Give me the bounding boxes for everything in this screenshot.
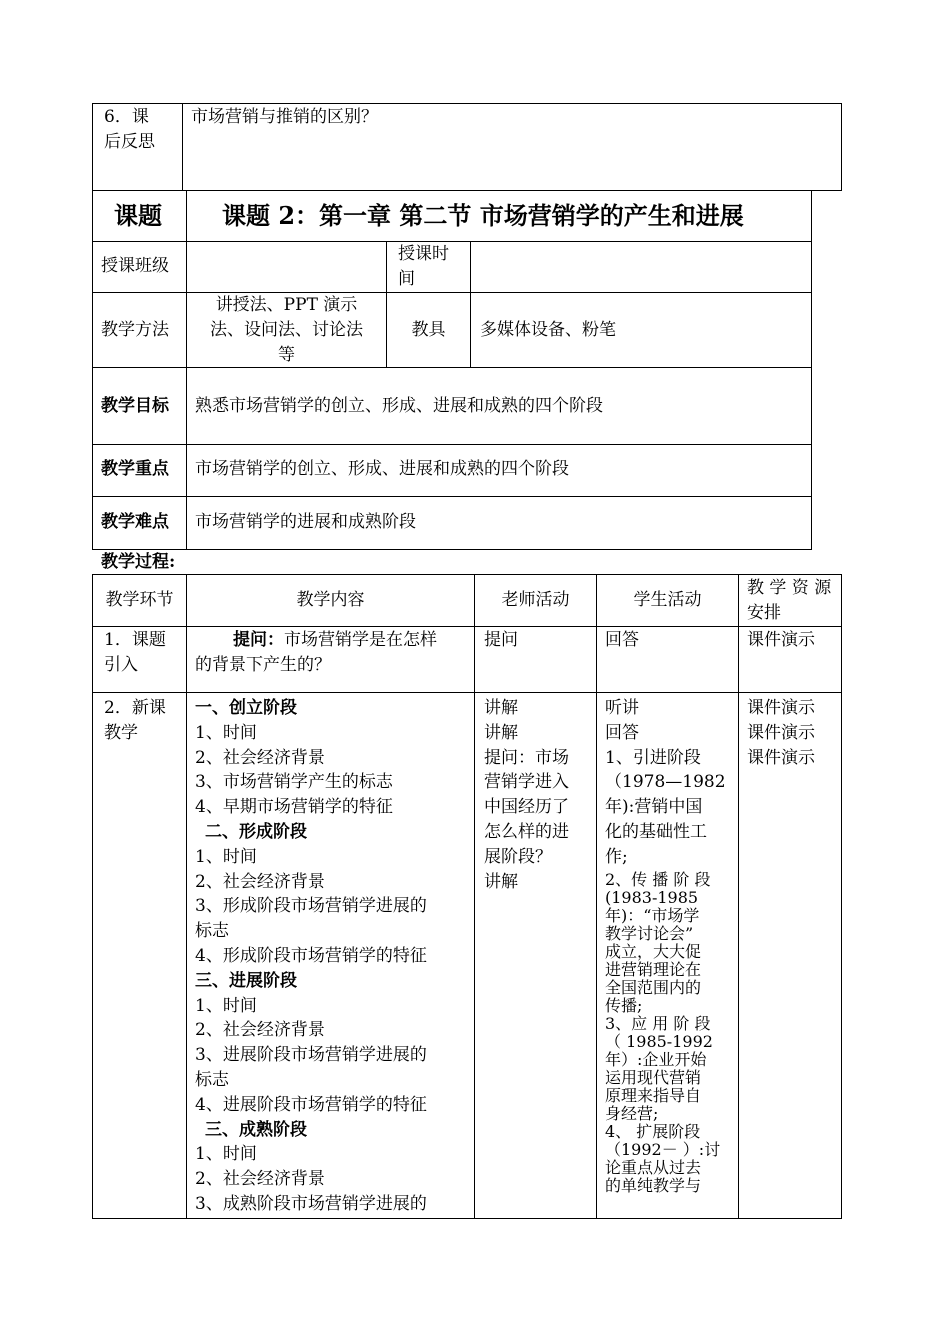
row1-stage-line2: 引入 [104, 655, 138, 675]
row2-content-line: 三、进展阶段 [195, 970, 297, 991]
topic-title: 课题 2：第一章 第二节 市场营销学的产生和进展 [222, 201, 744, 230]
row2-content-line: 2、社会经济背景 [195, 747, 325, 768]
row1-content-bold: 提问： [233, 630, 284, 650]
row2-student-line: 年):营销中国 [605, 797, 703, 818]
row2-content-line: 3、进展阶段市场营销学进展的 [195, 1045, 427, 1066]
row2-student-line: 2、传 播 阶 段 [605, 869, 711, 889]
method-label: 教学方法 [101, 320, 169, 340]
difficulty-label: 教学难点 [101, 512, 169, 532]
time-label [398, 242, 449, 292]
row2-student-line: 年)：“市场学 [605, 905, 700, 925]
method-line3: 等 [278, 345, 295, 365]
row1-stage-line1: 1．课题 [104, 630, 166, 650]
row2-content [195, 696, 471, 1217]
row2-student-line: 进营销理论在 [605, 959, 702, 979]
row2-student-line: 作; [605, 846, 628, 867]
row2-student-line: 成立，大大促 [605, 941, 702, 961]
header-resource-line2: 安排 [747, 603, 781, 623]
row2-content-line: 标志 [195, 921, 229, 942]
row2-content-line: 1、时间 [195, 846, 257, 867]
method-line1: 讲授法、PPT 演示 [215, 295, 358, 315]
row2-student-part-a [605, 696, 735, 870]
row2-content-line: 1、时间 [195, 722, 257, 743]
row1-content-line2: 的背景下产生的？ [195, 655, 331, 675]
method-line2: 法、设问法、讨论法 [210, 320, 363, 340]
header-content: 教学内容 [296, 590, 365, 610]
row1-content-rest: 市场营销学是在怎样 [284, 630, 437, 650]
row2-content-line: 1、时间 [195, 995, 257, 1016]
row2-student-line: 化的基础性工 [605, 821, 707, 842]
reflection-label-line2: 后反思 [104, 132, 155, 152]
row2-teacher-line: 讲解 [484, 871, 518, 892]
row2-student-line: (1983-1985 [605, 887, 699, 907]
row1-content-line1 [195, 628, 437, 653]
row2-teacher-line: 中国经历了 [484, 797, 569, 818]
row2-student-line: 回答 [605, 722, 639, 743]
key-label: 教学重点 [101, 459, 169, 479]
header-stage: 教学环节 [105, 590, 174, 610]
row2-student-line: 传播; [605, 995, 643, 1015]
row2-content-line: 3、成熟阶段市场营销学进展的 [195, 1193, 427, 1214]
row2-student-line: （1992－ ）:讨 [605, 1139, 721, 1159]
reflection-content: 市场营销与推销的区别？ [191, 107, 378, 127]
row2-content-line: 1、时间 [195, 1144, 257, 1165]
row1-student: 回答 [605, 630, 639, 650]
row2-student-line: 全国范围内的 [605, 977, 702, 997]
reflection-divider [182, 103, 183, 191]
row1-stage [104, 628, 166, 678]
row2-teacher-line: 营销学进入 [484, 772, 569, 793]
reflection-label-line1: 6．课 [104, 107, 149, 127]
topic-label: 课题 [114, 201, 162, 230]
row2-content-line: 三、成熟阶段 [205, 1119, 307, 1140]
row2-stage [104, 696, 166, 746]
goal-label: 教学目标 [101, 396, 169, 416]
row2-content-line: 2、社会经济背景 [195, 871, 325, 892]
row2-resource-line: 课件演示 [747, 722, 815, 743]
key-value: 市场营销学的创立、形成、进展和成熟的四个阶段 [195, 459, 569, 479]
row2-resource-line: 课件演示 [747, 747, 815, 768]
header-teacher: 老师活动 [501, 590, 570, 610]
row2-teacher [484, 696, 594, 894]
row2-student-line: 运用现代营销 [605, 1067, 702, 1087]
row2-stage-line1: 2．新课 [104, 698, 166, 718]
row2-student-line: 原理来指导自 [605, 1085, 702, 1105]
row2-student-line: 的单纯教学与 [605, 1175, 702, 1195]
row2-content-line: 2、社会经济背景 [195, 1020, 325, 1041]
row2-teacher-line: 讲解 [484, 722, 518, 743]
row2-teacher-line: 提问：市场 [484, 747, 569, 768]
row2-student-line: 1、引进阶段 [605, 747, 701, 768]
row2-student [605, 696, 735, 1195]
row2-content-line: 一、创立阶段 [195, 698, 297, 718]
row2-content-line: 标志 [195, 1069, 229, 1090]
tools-value: 多媒体设备、粉笔 [480, 320, 616, 340]
header-student: 学生活动 [633, 590, 702, 610]
row2-student-line: 4、 扩展阶段 [605, 1121, 701, 1141]
process-heading: 教学过程: [101, 552, 176, 572]
difficulty-value: 市场营销学的进展和成熟阶段 [195, 512, 416, 532]
row1-resource: 课件演示 [747, 630, 815, 650]
row2-content-line: 4、进展阶段市场营销学的特征 [195, 1094, 427, 1115]
row1-content [195, 628, 437, 678]
row1-teacher: 提问 [484, 630, 518, 650]
row2-stage-line2: 教学 [104, 723, 138, 743]
class-label: 授课班级 [101, 256, 169, 276]
row2-content-line: 二、形成阶段 [205, 821, 307, 842]
row2-content-line: 4、形成阶段市场营销学的特征 [195, 945, 427, 966]
time-label-line2: 间 [398, 269, 415, 289]
row2-content-line: 2、社会经济背景 [195, 1169, 325, 1190]
row2-teacher-line: 展阶段？ [484, 846, 552, 867]
row2-student-line: （ 1985-1992 [605, 1031, 713, 1051]
method-value [187, 293, 386, 368]
row2-resource-line: 课件演示 [747, 698, 815, 718]
row2-content-line: 3、市场营销学产生的标志 [195, 772, 393, 793]
row2-student-line: （1978—1982 [605, 772, 726, 793]
row2-student-line: 教学讨论会” [605, 923, 694, 943]
row2-teacher-line: 讲解 [484, 698, 518, 718]
row2-resource [747, 696, 815, 770]
row2-student-line: 年）:企业开始 [605, 1049, 707, 1069]
reflection-label [104, 105, 155, 155]
row2-student-line: 身经营; [605, 1103, 659, 1123]
header-resource [747, 576, 831, 626]
row2-student-line: 3、应 用 阶 段 [605, 1013, 711, 1033]
row2-student-line: 论重点从过去 [605, 1157, 702, 1177]
tools-label: 教具 [411, 320, 446, 340]
row2-teacher-line: 怎么样的进 [484, 821, 569, 842]
header-resource-line1: 教 学 资 源 [747, 578, 832, 598]
goal-value: 熟悉市场营销学的创立、形成、进展和成熟的四个阶段 [195, 396, 603, 416]
time-label-line1: 授课时 [398, 244, 449, 264]
row2-content-line: 3、形成阶段市场营销学进展的 [195, 896, 427, 917]
row2-student-line: 听讲 [605, 698, 639, 718]
row2-student-part-b [605, 871, 735, 1195]
row2-content-line: 4、早期市场营销学的特征 [195, 797, 393, 818]
